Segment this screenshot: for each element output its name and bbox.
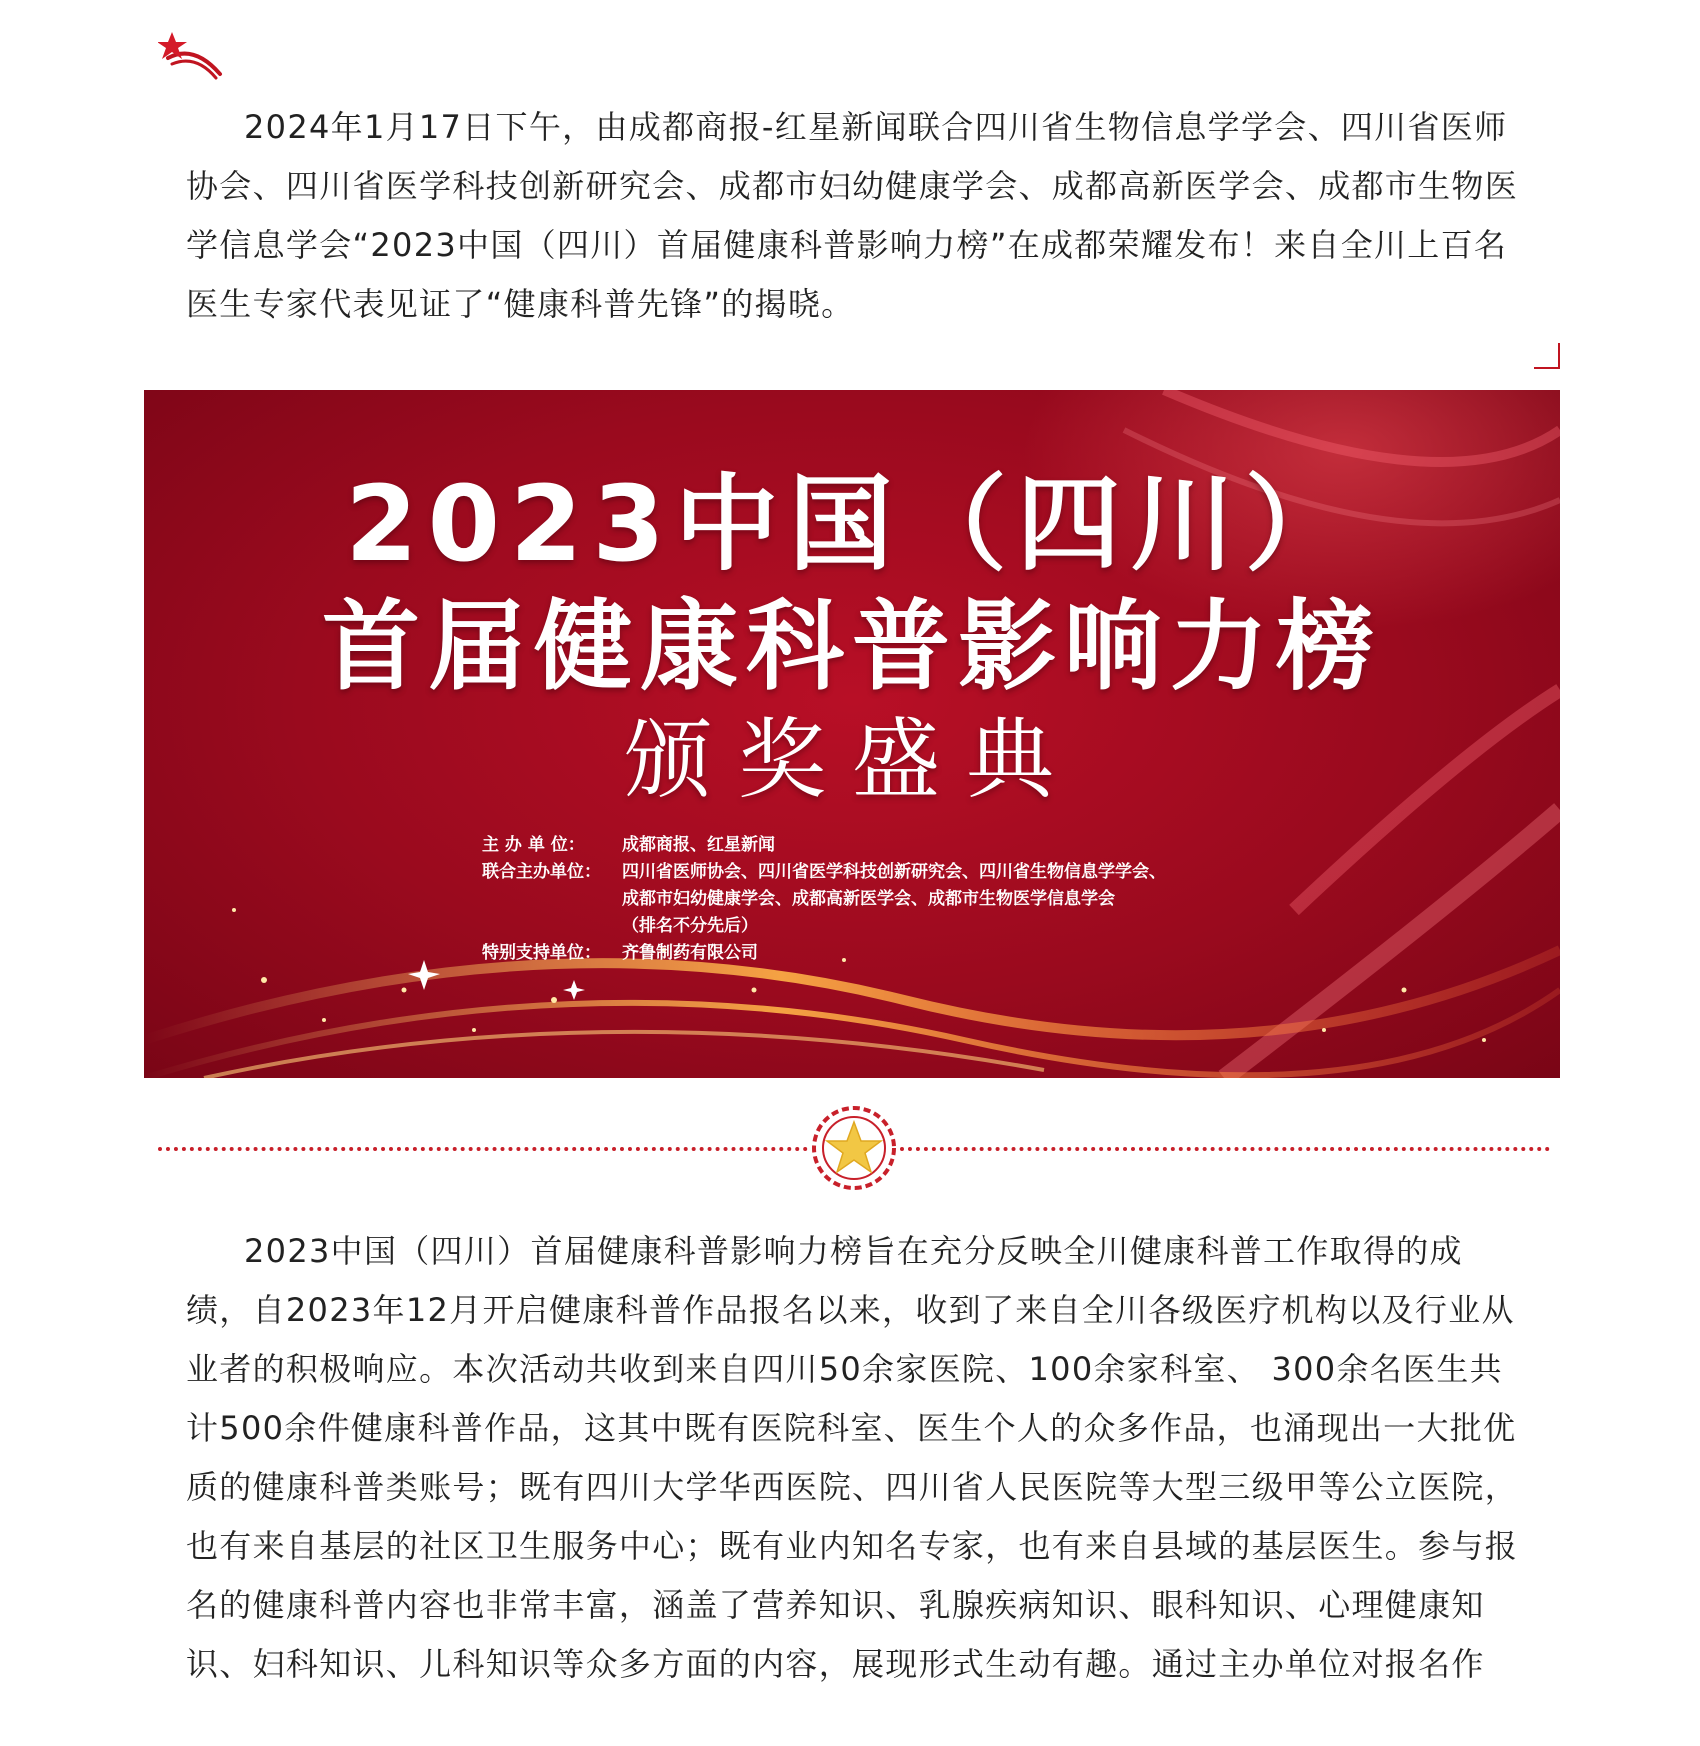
organizer-row bbox=[482, 913, 1166, 940]
organizer-value: （排名不分先后） bbox=[622, 916, 758, 936]
organizer-label: 联合主办单位： bbox=[482, 862, 601, 882]
divider-dotted-line-right bbox=[900, 1147, 1550, 1151]
corner-bracket-icon bbox=[1534, 343, 1560, 369]
organizer-label: 主 办 单 位： bbox=[482, 835, 585, 855]
organizer-row bbox=[482, 832, 1166, 859]
banner-title-line2: 首届健康科普影响力榜 bbox=[321, 590, 1382, 704]
article-paragraph-body: 2023中国（四川）首届健康科普影响力榜旨在充分反映全川健康科普工作取得的成绩，自2023年12月开启健康科普作品报名以来，收到了来自全川各级医疗机构以及行业从业者的积极响应。本次活动共收到来自四川50余家医院、100余家科室、 300余名医生共计500余件健康科普作品，这其中既有医院科室、医生个人的众多作品，也涌现出一大批优质的健康科普类账号；既有四川大学华西医院、四川省人民医院等大型三级甲等公立医院，也有来自基层的社区卫生服务中心；既有业内知名专家，也有来自县域的基层医生。参与报名的健康科普内容也非常丰富，涵盖了营养知识、乳腺疾病知识、眼科知识、心理健康知识、妇科知识、儿科知识等众多方面的内容，展现形式生动有趣。通过主办单位对报名作 bbox=[186, 1232, 1519, 1683]
organizer-label: 特别支持单位： bbox=[482, 943, 601, 963]
divider-dotted-line-left bbox=[158, 1147, 808, 1151]
banner-title-line3: 颁奖盛典 bbox=[623, 708, 1080, 811]
organizer-value: 成都市妇幼健康学会、成都高新医学会、成都市生物医学信息学会 bbox=[622, 889, 1115, 909]
article-paragraph-intro: 2024年1月17日下午，由成都商报-红星新闻联合四川省生物信息学学会、四川省医师协会、四川省医学科技创新研究会、成都市妇幼健康学会、成都高新医学会、成都市生物医学信息学会“2023中国（四川）首届健康科普影响力榜”在成都荣耀发布！来自全川上百名医生专家代表见证了“健康科普先锋”的揭晓。 bbox=[186, 108, 1519, 323]
section-divider bbox=[158, 1100, 1550, 1196]
organizer-value: 四川省医师协会、四川省医学科技创新研究会、四川省生物信息学学会、 bbox=[622, 862, 1166, 882]
organizer-row bbox=[482, 886, 1166, 913]
organizer-row bbox=[482, 859, 1166, 886]
organizer-label bbox=[482, 886, 622, 913]
organizer-value: 成都商报、红星新闻 bbox=[622, 835, 775, 855]
star-emblem-icon bbox=[808, 1102, 900, 1194]
event-banner bbox=[144, 390, 1560, 1078]
organizer-list bbox=[482, 832, 1166, 967]
banner-title-line1: 2023中国（四川） bbox=[345, 463, 1359, 585]
organizer-label bbox=[482, 913, 622, 940]
organizer-row bbox=[482, 940, 1166, 967]
shooting-star-icon bbox=[158, 30, 230, 84]
organizer-value: 齐鲁制药有限公司 bbox=[622, 943, 758, 963]
